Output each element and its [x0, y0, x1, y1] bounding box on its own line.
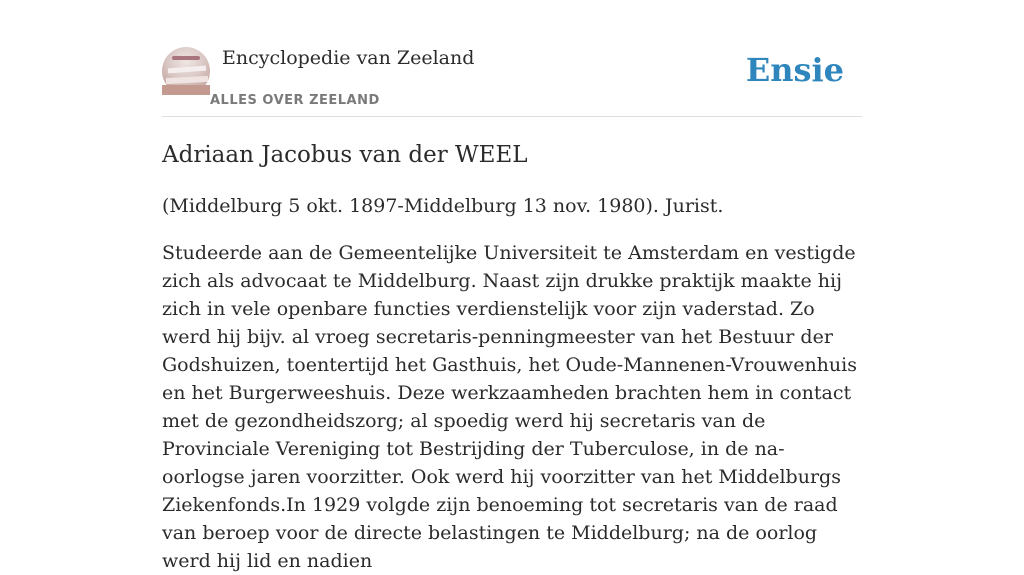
site-title[interactable]: Encyclopedie van Zeeland	[222, 47, 475, 69]
article-body: Studeerde aan de Gemeentelijke Universiteit te Amsterdam en vestigde zich als advocaat te Middelburg. Naast zijn drukke praktijk maakte hij zich in vele openbare functies verdienstelijk voor zijn vaderstad. Zo werd hij bijv. al vroeg secretaris-penningmeester van het Bestuur der Godshuizen, toentertijd het Gasthuis, het Oude-Mannenen-Vrouwenhuis en het Burgerweeshuis. Deze werkzaamheden brachten hem in contact met de gezondheidszorg; al spoedig werd hij secretaris van de Provinciale Vereniging tot Bestrijding der Tuberculose, in de na-oorlogse jaren voorzitter. Ook werd hij voorzitter van het Middelburgs Ziekenfonds.In 1929 volgde zijn benoeming tot secretaris van de raad van beroep voor de directe belastingen te Middelburg; na de oorlog werd hij lid en nadien	[162, 242, 857, 572]
avatar-detail	[166, 76, 208, 84]
article-meta: (Middelburg 5 okt. 1897-Middelburg 13 nov. 1980). Jurist.	[162, 195, 724, 217]
site-header	[162, 40, 862, 117]
site-avatar[interactable]	[162, 47, 210, 95]
article	[162, 138, 862, 575]
avatar-detail	[162, 85, 210, 95]
avatar-detail	[172, 56, 200, 60]
article-title: Adriaan Jacobus van der WEEL	[162, 142, 528, 168]
site-tagline: ALLES OVER ZEELAND	[210, 93, 380, 108]
avatar-detail	[168, 66, 206, 74]
ensie-logo[interactable]: Ensie	[745, 51, 844, 89]
